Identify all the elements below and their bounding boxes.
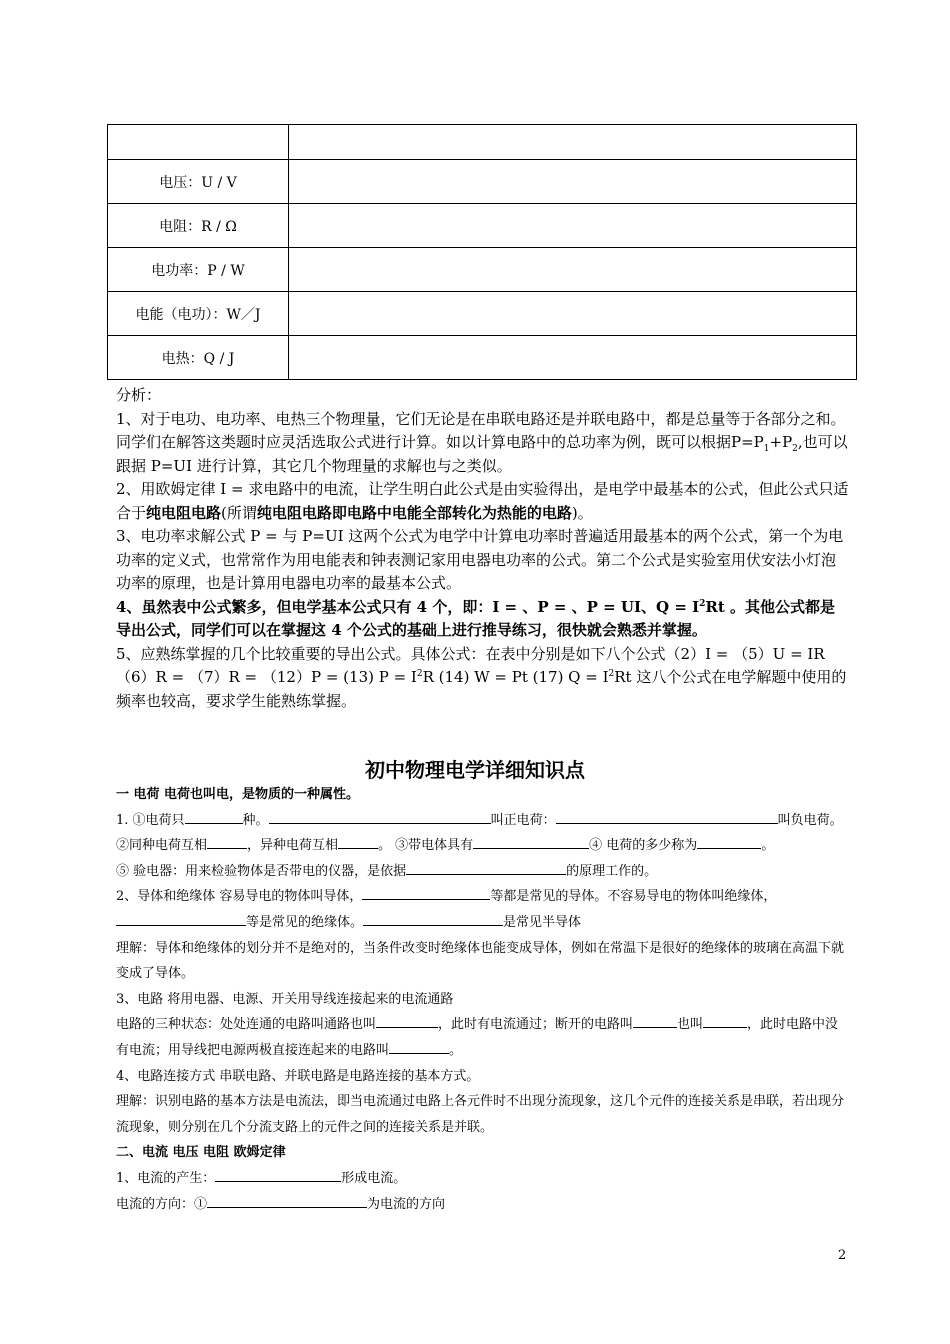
text-span: ④ 电荷的多少称为 bbox=[589, 838, 698, 854]
quantity-label: 电热：Q / J bbox=[108, 336, 289, 380]
text-span: 形成电流。 bbox=[341, 1170, 407, 1186]
text-span: 1. ①电荷只 bbox=[116, 812, 185, 828]
section-heading: 二、电流 电压 电阻 欧姆定律 bbox=[116, 1145, 286, 1161]
text-span: 等都是常见的导体。不容易导电的物体叫绝缘体， bbox=[490, 889, 777, 905]
text-span: 。 bbox=[761, 838, 775, 854]
quantity-value bbox=[289, 248, 857, 292]
fill-blank[interactable] bbox=[207, 1193, 367, 1208]
note-line: 理解：导体和绝缘体的划分并不是绝对的，当条件改变时绝缘体也能变成导体，例如在常温下是很好的绝缘体的玻璃在高温下就变成了导体。 bbox=[116, 940, 845, 982]
text-span: 。 bbox=[449, 1042, 463, 1058]
fill-blank[interactable] bbox=[116, 911, 246, 926]
superscript: 2 bbox=[699, 598, 706, 609]
fill-blank[interactable] bbox=[406, 860, 566, 875]
text-span: 电路的三种状态：处处连通的电路叫通路也叫 bbox=[116, 1017, 377, 1033]
text-span: 种。 bbox=[242, 812, 269, 828]
text-span: ，此时有电流通过；断开的电路叫 bbox=[438, 1017, 634, 1033]
text-span: ⑤ 验电器：用来检验物体是否带电的仪器，是依据 bbox=[116, 863, 407, 879]
text-span: 2、用欧姆定律 I = 求电路中的电流，让学生明白此公式是由实验得出，是电学中最基本的公式，但此公式只适合于 bbox=[116, 480, 849, 522]
text-span: 等是常见的绝缘体。 bbox=[246, 914, 364, 930]
knowledge-notes bbox=[116, 782, 850, 1217]
fill-blank[interactable] bbox=[185, 809, 243, 824]
document-title: 初中物理电学详细知识点 bbox=[365, 758, 585, 782]
fill-blank[interactable] bbox=[215, 1167, 341, 1182]
text-span: +P bbox=[769, 433, 793, 451]
section-heading: 一 电荷 电荷也叫电，是物质的一种属性。 bbox=[116, 787, 360, 802]
superscript: 2 bbox=[608, 669, 615, 679]
note-line bbox=[116, 1166, 850, 1192]
note-line bbox=[116, 808, 850, 834]
quantity-value bbox=[289, 292, 857, 336]
fill-blank[interactable] bbox=[473, 834, 589, 849]
bold-text: Rt 。其他公式都是导出公式，同学们可以在掌握这 4 个公式的基础上进行推导练习，很快就会熟悉并掌握。 bbox=[116, 597, 836, 639]
table-row bbox=[108, 160, 857, 204]
note-line bbox=[116, 1192, 850, 1218]
bold-text: 纯电阻电路 bbox=[146, 503, 222, 522]
analysis-paragraph-4 bbox=[116, 596, 850, 643]
bold-text: 纯电阻电路即电路中电能全部转化为热能的电路 bbox=[256, 503, 572, 522]
fill-blank[interactable] bbox=[703, 1013, 747, 1028]
bold-text: 4、虽然表中公式繁多，但电学基本公式只有 4 个，即：I = 、P = 、P = UI、Q = I bbox=[116, 597, 700, 616]
text-span: R (14) W = Pt (17) Q = I bbox=[422, 668, 609, 686]
note-line: 3、电路 将用电器、电源、开关用导线连接起来的电流通路 bbox=[116, 991, 454, 1007]
text-span: ，此时电路中没有电流；用导线把电源两极直接连起来的电路叫 bbox=[116, 1017, 839, 1058]
fill-blank[interactable] bbox=[556, 809, 778, 824]
text-span: 是常见半导体 bbox=[503, 914, 582, 930]
note-line bbox=[116, 833, 850, 859]
analysis-paragraph-1 bbox=[116, 408, 850, 479]
quantity-value bbox=[289, 204, 857, 248]
analysis-paragraph-2 bbox=[116, 478, 850, 525]
text-span: Rt 这八个公式在电学解题中使用的频率也较高，要求学生能熟练掌握。 bbox=[116, 668, 847, 710]
fill-blank[interactable] bbox=[376, 1013, 438, 1028]
quantity-value bbox=[289, 125, 857, 160]
text-span: 。 ③带电体具有 bbox=[378, 838, 474, 854]
quantity-label bbox=[108, 125, 289, 160]
text-span: 叫负电荷。 bbox=[777, 812, 843, 828]
text-span: ，异种电荷互相 bbox=[247, 838, 339, 854]
analysis-paragraph-5 bbox=[116, 643, 850, 714]
table-row bbox=[108, 292, 857, 336]
text-span: 2、导体和绝缘体 容易导电的物体叫导体， bbox=[116, 889, 363, 905]
text-span: )。 bbox=[571, 503, 593, 522]
fill-blank[interactable] bbox=[363, 911, 503, 926]
fill-blank[interactable] bbox=[633, 1013, 677, 1028]
fill-blank[interactable] bbox=[338, 834, 378, 849]
fill-blank[interactable] bbox=[389, 1039, 449, 1054]
text-span: 电流的方向：① bbox=[116, 1196, 208, 1212]
text-span: ②同种电荷互相 bbox=[116, 838, 208, 854]
note-line bbox=[116, 884, 850, 935]
text-span: (所谓 bbox=[221, 503, 257, 522]
text-span: 5、应熟练掌握的几个比较重要的导出公式。具体公式：在表中分别是如下八个公式（2）I = （5）U = IR （6）R = （7）R = （12）P = (13) P = I bbox=[116, 644, 825, 686]
table-row bbox=[108, 336, 857, 380]
text-span: 为电流的方向 bbox=[367, 1196, 446, 1212]
text-span: 的原理工作的。 bbox=[566, 863, 658, 879]
note-line bbox=[116, 1012, 850, 1063]
note-line: 理解：识别电路的基本方法是电流法，即当电流通过电路上各元件时不出现分流现象，这几个元件的连接关系是串联，若出现分流现象，则分别在几个分流支路上的元件之间的连接关系是并联。 bbox=[116, 1094, 845, 1135]
analysis-paragraph-3: 3、电功率求解公式 P = 与 P=UI 这两个公式为电学中计算电功率时普遍适用最基本的两个公式，第一个为电功率的定义式，也常常作为用电能表和钟表测记家用电器电功率的公式。第二个公式是实验室用伏安法小灯泡功率的原理，也是计算用电器电功率的最基本公式。 bbox=[116, 527, 844, 592]
fill-blank[interactable] bbox=[362, 885, 490, 900]
text-span: 1、对于电功、电功率、电热三个物理量，它们无论是在串联电路还是并联电路中，都是总量等于各部分之和。同学们在解答这类题时应灵活选取公式进行计算。如以计算电路中的总功率为例，既可以根据P=P bbox=[116, 409, 846, 451]
quantity-value bbox=[289, 160, 857, 204]
subscript: 1 bbox=[763, 444, 770, 454]
quantity-label: 电阻：R / Ω bbox=[108, 204, 289, 248]
quantity-table bbox=[107, 124, 857, 380]
analysis-section bbox=[116, 384, 850, 713]
fill-blank[interactable] bbox=[207, 834, 247, 849]
superscript: 2 bbox=[416, 669, 423, 679]
quantity-label: 电压：U / V bbox=[108, 160, 289, 204]
text-span: 叫正电荷： bbox=[490, 812, 556, 828]
text-span: 也叫 bbox=[677, 1017, 704, 1033]
table-row bbox=[108, 125, 857, 160]
analysis-heading: 分析： bbox=[116, 386, 162, 404]
table-row bbox=[108, 248, 857, 292]
text-span: 1、电流的产生： bbox=[116, 1170, 216, 1186]
quantity-label: 电功率：P / W bbox=[108, 248, 289, 292]
note-line: 4、电路连接方式 串联电路、并联电路是电路连接的基本方式。 bbox=[116, 1068, 480, 1084]
fill-blank[interactable] bbox=[269, 809, 491, 824]
quantity-value bbox=[289, 336, 857, 380]
note-line bbox=[116, 859, 850, 885]
table-row bbox=[108, 204, 857, 248]
fill-blank[interactable] bbox=[697, 834, 761, 849]
quantity-label: 电能（电功）：W／J bbox=[108, 292, 289, 336]
page-number: 2 bbox=[838, 1248, 847, 1263]
subscript: 2 bbox=[792, 444, 798, 454]
text-span: ,也可以跟据 P=UI 进行计算，其它几个物理量的求解也与之类似。 bbox=[116, 433, 848, 475]
